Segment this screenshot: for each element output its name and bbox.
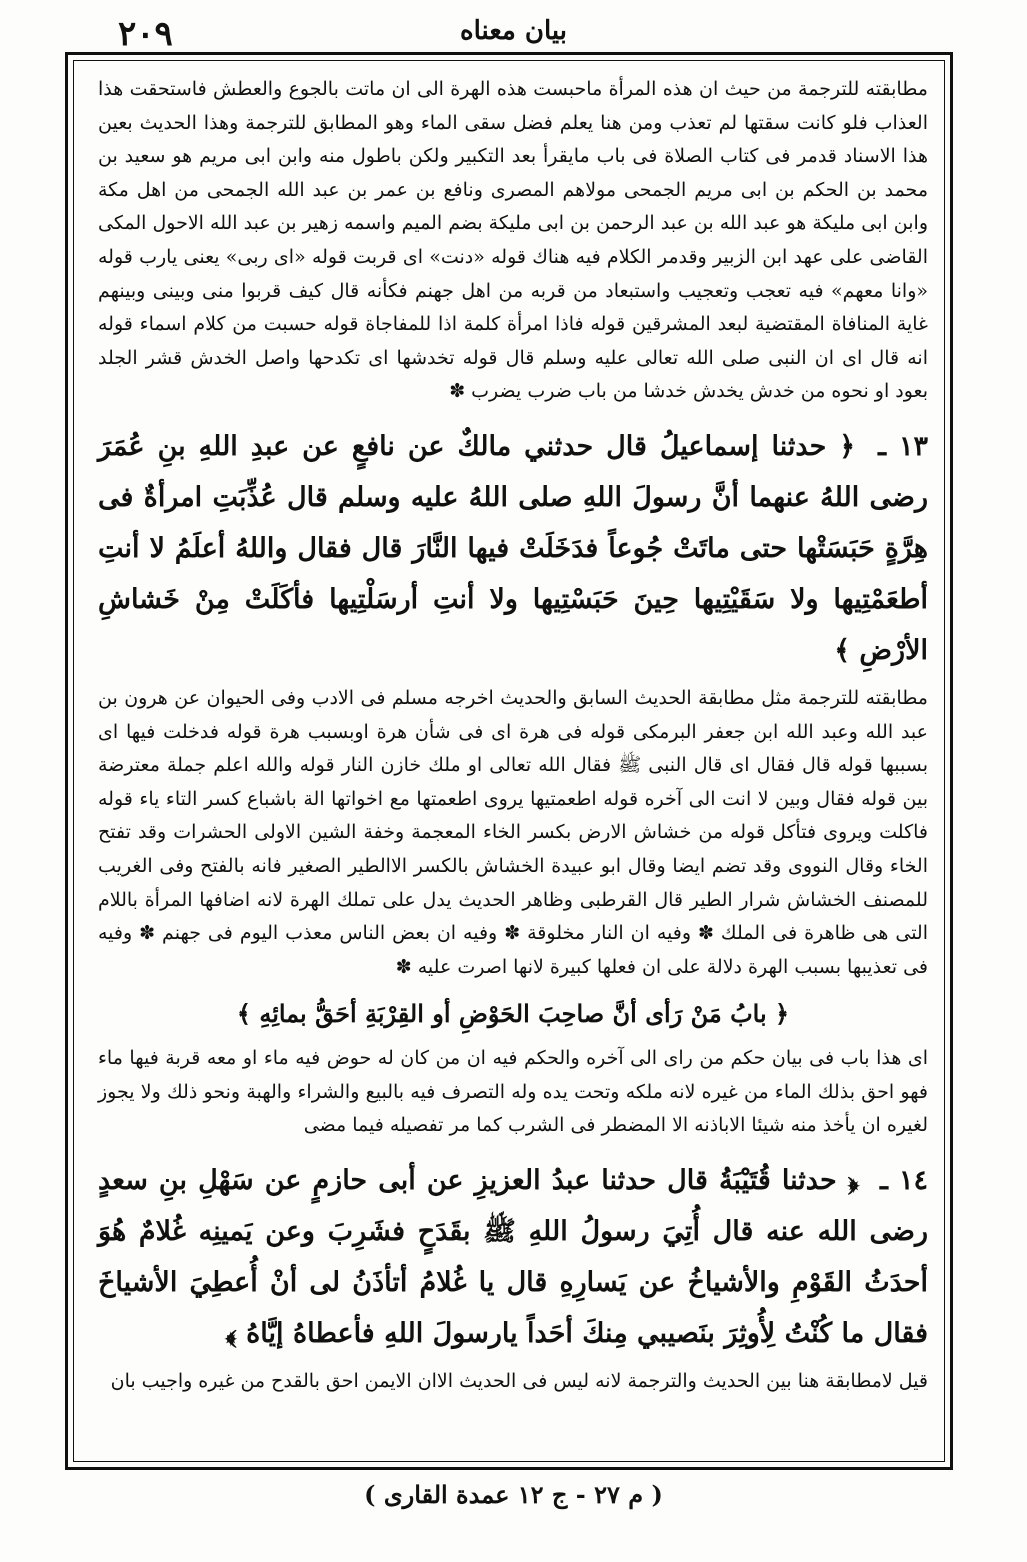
commentary-paragraph-1: مطابقته للترجمة من حيث ان هذه المرأة ماحبست هذه الهرة الى ان ماتت بالجوع والعطش فاستحقت هذا العذاب فلو كانت سقتها لم تعذب ومن هنا يعلم فضل سقى الماء وهو المطابق للترجمة وهذا الحديث بعين هذا الاسناد قدمر فى كتاب الصلاة فى باب مايقرأ بعد التكبير ولكن باطول منه وابن ابى مريم هو سعيد بن محمد بن الحكم بن ابى مريم الجمحى مولاهم المصرى ونافع بن عمر بن عبد الله الجمحى من اهل مكة وابن ابى مليكة هو عبد الله بن عبد الرحمن بن ابى مليكة بضم الميم واسمه زهير بن عبد الله الاحول المكى القاضى على عهد ابن الزبير وقدمر الكلام فيه هناك قوله «دنت» اى قربت قوله «اى ربى» يعنى يارب قوله «وانا معهم» فيه تعجب وتعجيب واستبعاد من قربه من اهل جهنم فكأنه قال كيف قربوا منى وبينى وبينهم غاية المنافاة المقتضية لبعد المشرقين قوله فاذا امرأة كلمة اذا للمفاجاة قوله حسبت من كلام اسماء قوله انه قال اى ان النبى صلى الله تعالى عليه وسلم قال قوله تخدشها اى تكدحها واصل الخدش قشر الجلد بعود او نحوه من خدش يخدش خدشا من باب ضرب يضرب ✽ bbox=[98, 78, 928, 403]
hadith-14 bbox=[98, 1155, 928, 1359]
commentary-paragraph-2: مطابقته للترجمة مثل مطابقة الحديث السابق والحديث اخرجه مسلم فى الادب وفى الحيوان عن هرون بن عبد الله وعبد الله ابن جعفر البرمكى قوله فى هرة اى فى شأن هرة اوبسبب هرة قوله فدخلت فيها اى بسببها قوله قال فقال اى قال النبى ﷺ فقال الله تعالى او ملك خازن النار قوله والله اعلم جملة معترضة بين قوله فقال وبين لا انت الى آخره قوله اطعمتيها يروى اطعمتها مع اخواتها الة باشباع كسر التاء ياء قوله فاكلت ويروى فتأكل قوله من خشاش الارض بكسر الخاء المعجمة وخفة الشين الاولى الحشرات وقد تفتح الخاء وقال النووى وقد تضم ايضا وقال ابو عبيدة الخشاش بالكسر الاالطير الصغير فانه بالفتح وفى الغريب للمصنف الخشاش شرار الطير قال القرطبى وظاهر الحديث يدل على تملك الهرة لانه اضافها المرأة باللام التى هى ظاهرة فى الملك ✽ وفيه ان النار مخلوقة ✽ وفيه ان بعض الناس معذب اليوم فى جهنم ✽ وفيه فى تعذيبها بسبب الهرة دلالة على ان فعلها كبيرة لانها اصرت عليه ✽ bbox=[98, 686, 928, 978]
hadith-text: قُتَيْبَةُ قال حدثنا عبدُ العزيزِ عن أبى حازمٍ عن سَهْلِ بنِ سعدٍ رضى الله عنه قال أُتِيَ رسولُ اللهِ ﷺ بقَدَحٍ فشَرِبَ وعن يَمينِه غُلامٌ هُوَ أحدَثُ القَوْمِ والأشياخُ عن يَسارِهِ قال يا غُلامُ أتأذَنُ لى أنْ أُعطِيَ الأشياخَ فقال ما كُنْتُ لِأُوثِرَ بنَصيبي مِنكَ أحَداً يارسولَ اللهِ فأعطاهُ إيَّاهُ ﴾ bbox=[98, 1165, 928, 1350]
hadith-haddatha: ﴿ حدثنا bbox=[771, 430, 856, 462]
hadith-number: ١٣ ـ bbox=[878, 430, 928, 462]
hadith-haddatha: ﴿ حدثنا bbox=[781, 1165, 859, 1197]
footer-signature: ( م ٢٧ - ج ١٢ عمدة القارى ) bbox=[364, 1480, 663, 1509]
page-body bbox=[98, 73, 928, 1459]
page-frame bbox=[65, 52, 953, 1470]
running-head: بيان معناه bbox=[459, 16, 567, 46]
hadith-number: ١٤ ـ bbox=[879, 1165, 929, 1197]
commentary-paragraph-3: اى هذا باب فى بيان حكم من راى الى آخره والحكم فيه ان من كان له حوض فيه ماء او معه قربة فيها ماء فهو احق بذلك الماء من غيره لانه ملكه وتحت يده وله التصرف فيه بالبيع والشراء والهبة ونحو ذلك ولا يجوز لغيره ان يأخذ منه شيئا الاباذنه الا المضطر فى الشرب كما مر تفصيله فيما مضى bbox=[98, 1047, 928, 1137]
commentary-paragraph-4: قيل لامطابقة هنا بين الحديث والترجمة لانه ليس فى الحديث الاان الايمن احق بالقدح من غيره واجيب بان bbox=[110, 1370, 928, 1393]
chapter-heading: ﴿ بابُ مَنْ رَأى أنَّ صاحِبَ الحَوْضِ أو القِرْبَةِ أحَقُّ بمائِهِ ﴾ bbox=[236, 999, 790, 1029]
hadith-13 bbox=[98, 421, 928, 676]
page-number: ٢٠٩ bbox=[118, 14, 173, 54]
hadith-text: إسماعيلُ قال حدثني مالكٌ عن نافعٍ عن عبدِ اللهِ بنِ عُمَرَ رضى اللهُ عنهما أنَّ رسولَ اللهِ صلى اللهُ عليه وسلم قال عُذِّبَتِ امرأةٌ فى هِرَّةٍ حَبَسَتْها حتى ماتَتْ جُوعاً فدَخَلَتْ فيها النَّارَ قال فقال واللهُ أعلَمُ لا أنتِ أطعَمْتِيها ولا سَقَيْتِيها حِينَ حَبَسْتِيها ولا أنتِ أرسَلْتِيها فأكَلَتْ مِنْ خَشاشِ الأرْضِ ﴾ bbox=[98, 430, 928, 666]
